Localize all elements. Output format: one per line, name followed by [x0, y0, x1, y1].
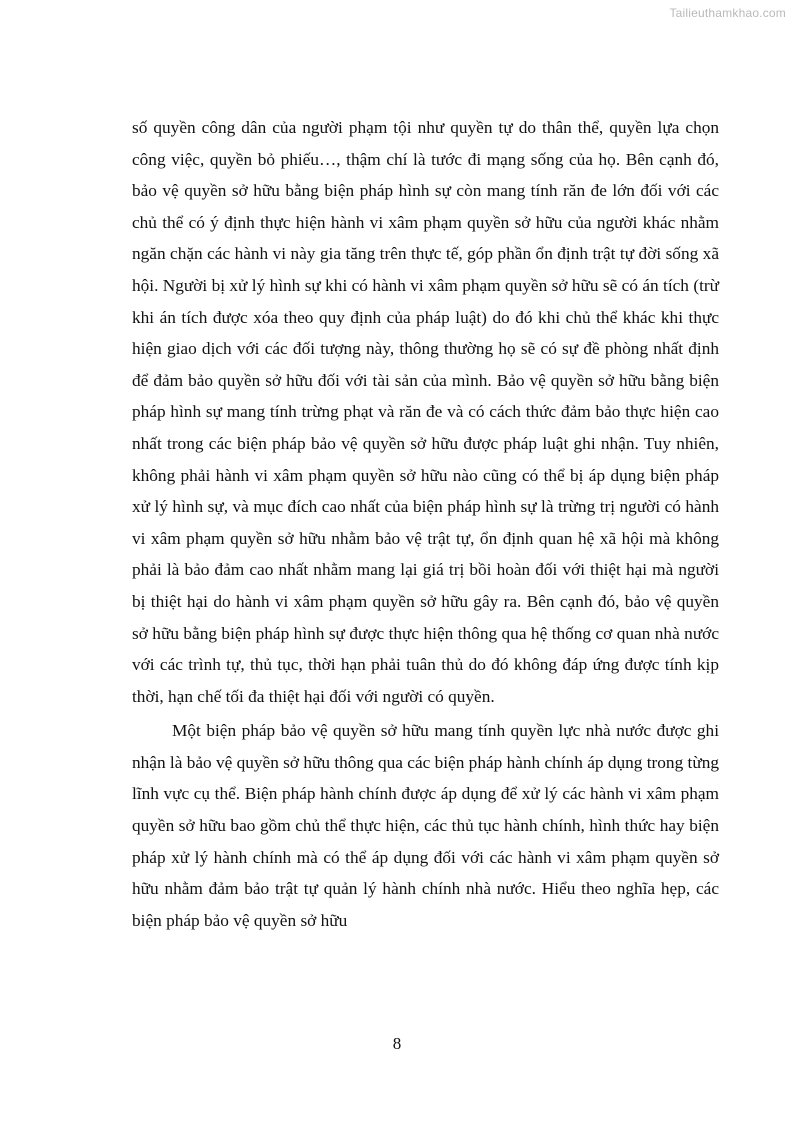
- paragraph-1: số quyền công dân của người phạm tội như quyền tự do thân thể, quyền lựa chọn công việc, quyền bỏ phiếu…, thậm chí là tước đi mạng sống của họ. Bên cạnh đó, bảo vệ quyền sở hữu bằng biện pháp hình sự còn mang tính răn đe lớn đối với các chủ thể có ý định thực hiện hành vi xâm phạm quyền sở hữu của người khác nhằm ngăn chặn các hành vi này gia tăng trên thực tế, góp phần ổn định trật tự đời sống xã hội. Người bị xử lý hình sự khi có hành vi xâm phạm quyền sở hữu sẽ có án tích (trừ khi án tích được xóa theo quy định của pháp luật) do đó khi chủ thể khác khi thực hiện giao dịch với các đối tượng này, thông thường họ sẽ có sự đề phòng nhất định để đảm bảo quyền sở hữu đối với tài sản của mình. Bảo vệ quyền sở hữu bằng biện pháp hình sự mang tính trừng phạt và răn đe và có cách thức đảm bảo thực hiện cao nhất trong các biện pháp bảo vệ quyền sở hữu được pháp luật ghi nhận. Tuy nhiên, không phải hành vi xâm phạm quyền sở hữu nào cũng có thể bị áp dụng biện pháp xử lý hình sự, và mục đích cao nhất của biện pháp hình sự là trừng trị người có hành vi xâm phạm quyền sở hữu nhằm bảo vệ trật tự, ổn định quan hệ xã hội mà không phải là bảo đảm cao nhất nhằm mang lại giá trị bồi hoàn đối với thiệt hại mà người bị thiệt hại do hành vi xâm phạm quyền sở hữu gây ra. Bên cạnh đó, bảo vệ quyền sở hữu bằng biện pháp hình sự được thực hiện thông qua hệ thống cơ quan nhà nước với các trình tự, thủ tục, thời hạn phải tuân thủ do đó không đáp ứng được tính kịp thời, hạn chế tối đa thiệt hại đối với người có quyền.: [132, 118, 719, 706]
- page-number: 8: [392, 1034, 402, 1053]
- watermark: Tailieuthamkhao.com: [669, 6, 786, 20]
- paragraph-2: Một biện pháp bảo vệ quyền sở hữu mang tính quyền lực nhà nước được ghi nhận là bảo vệ quyền sở hữu thông qua các biện pháp hành chính áp dụng trong từng lĩnh vực cụ thể. Biện pháp hành chính được áp dụng để xử lý các hành vi xâm phạm quyền sở hữu bao gồm chủ thể thực hiện, các thủ tục hành chính, hình thức hay biện pháp xử lý hành chính mà có thể áp dụng đối với các hành vi xâm phạm quyền sở hữu nhằm đảm bảo trật tự quản lý hành chính nhà nước. Hiểu theo nghĩa hẹp, các biện pháp bảo vệ quyền sở hữu: [132, 721, 719, 930]
- document-body: [132, 112, 719, 936]
